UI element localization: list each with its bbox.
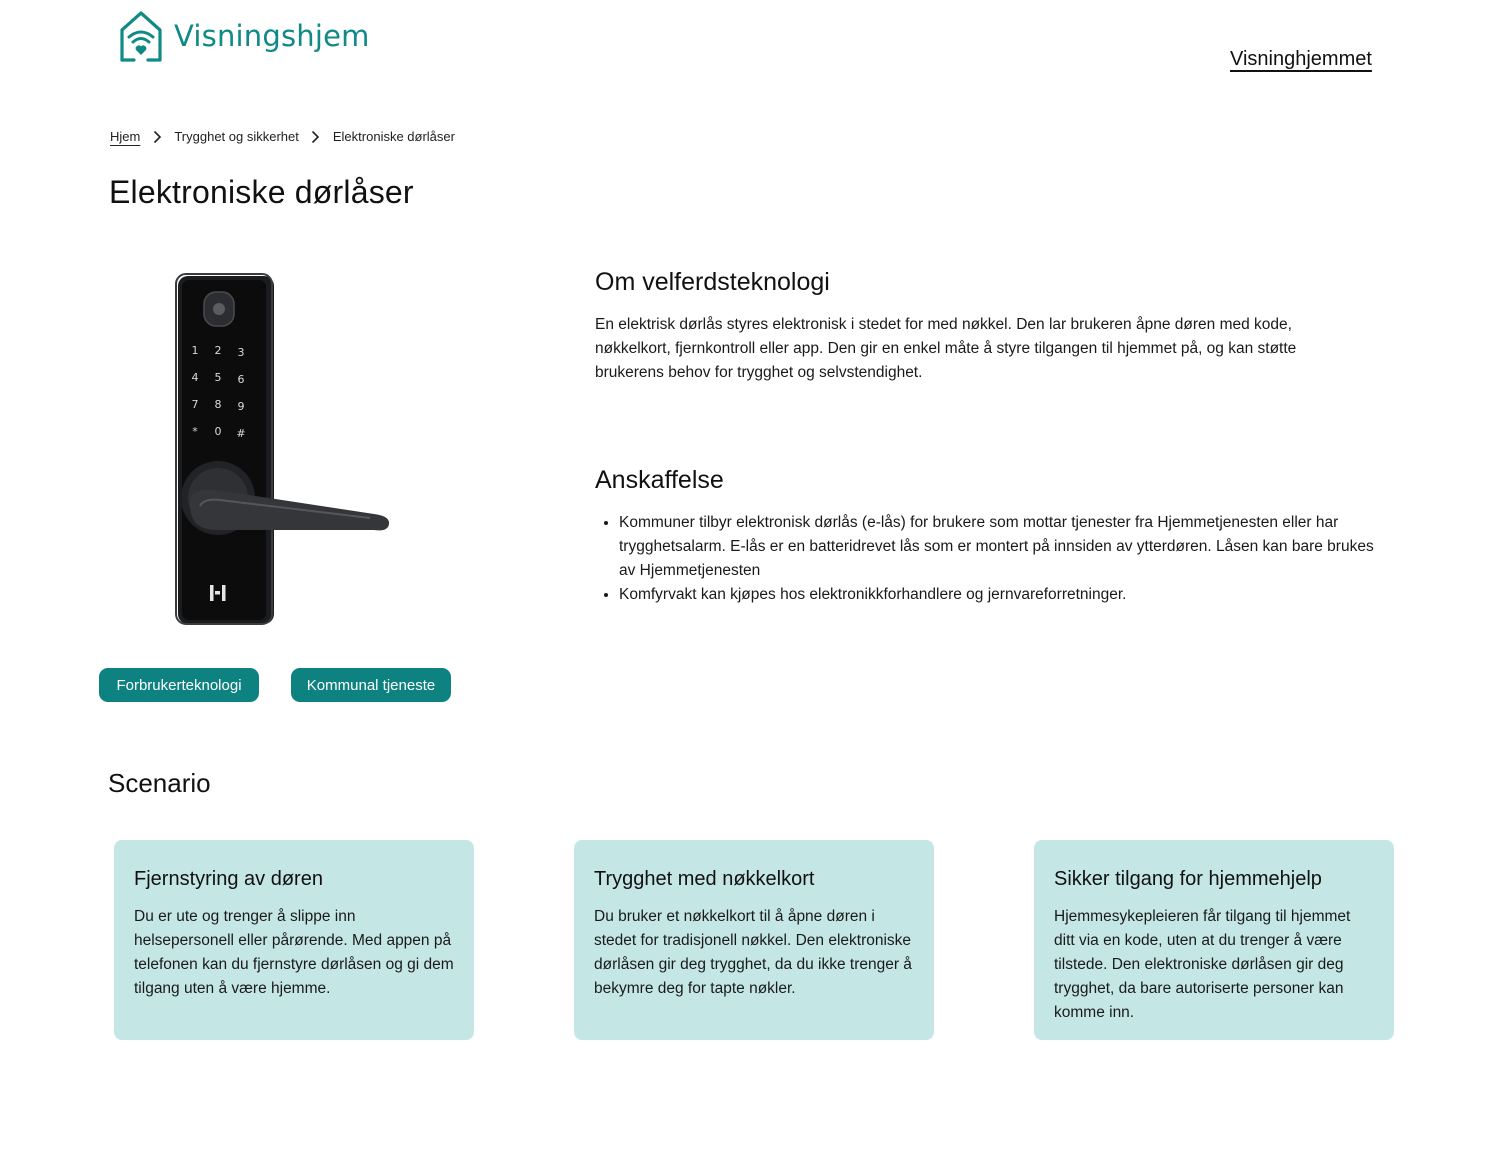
list-item: • Komfyrvakt kan kjøpes hos elektronikkforhandlere og jernvareforretninger. — [619, 583, 1375, 607]
door-lock-image — [170, 268, 400, 630]
keypad-key: 8 — [214, 398, 222, 411]
procurement-section — [595, 466, 1375, 607]
about-section — [595, 268, 1375, 385]
logo-link[interactable] — [118, 10, 370, 62]
tag-forbrukerteknologi[interactable]: Forbrukerteknologi — [99, 668, 259, 702]
page-title: Elektroniske dørlåser — [109, 174, 414, 210]
keypad-key: 4 — [191, 371, 199, 384]
keypad-key: 7 — [191, 398, 199, 411]
breadcrumb — [110, 129, 455, 144]
scenario-card-text: Du bruker et nøkkelkort til å åpne døren i stedet for tradisjonell nøkkel. Den elektroniske dørlåsen gir deg trygghet, da du ikke trenger å bekymre deg for tapte nøkler. — [594, 908, 912, 997]
tag-kommunal-tjeneste[interactable]: Kommunal tjeneste — [291, 668, 451, 702]
chevron-right-icon — [140, 130, 174, 144]
procurement-list — [595, 511, 1375, 607]
scenario-card — [574, 840, 934, 1040]
scenario-card-text: Hjemmesykepleieren får tilgang til hjemmet ditt via en kode, uten at du trenger å være tilstede. Den elektroniske dørlåsen gir deg trygghet, da bare autoriserte personer kan komme inn. — [1054, 908, 1351, 1021]
procurement-heading: Anskaffelse — [595, 466, 724, 494]
breadcrumb-category[interactable]: Trygghet og sikkerhet — [174, 129, 299, 144]
keypad-key: 1 — [191, 344, 199, 357]
breadcrumb-current: Elektroniske dørlåser — [332, 129, 455, 144]
keypad-key: 3 — [237, 346, 245, 359]
scenario-card-title: Trygghet med nøkkelkort — [594, 868, 815, 890]
keypad-key: 0 — [214, 425, 222, 438]
about-heading: Om velferdsteknologi — [595, 268, 830, 296]
keypad-key: 2 — [214, 344, 222, 357]
nav-link-visninghjemmet[interactable]: Visninghjemmet — [1230, 48, 1372, 70]
scenario-card — [1034, 840, 1394, 1040]
logo-text: Visningshjem — [174, 19, 370, 53]
list-item: • Kommuner tilbyr elektronisk dørlås (e-lås) for brukere som mottar tjenester fra Hjemmetjenesten eller har trygghetsalarm. E-lås er en batteridrevet lås som er montert på innsiden av ytterdøren. Låsen kan bare brukes av Hjemmetjenesten — [619, 511, 1375, 583]
scenario-card-text: Du er ute og trenger å slippe inn helsepersonell eller pårørende. Med appen på telefonen kan du fjernstyre dørlåsen og gi dem tilgang uten å være hjemme. — [134, 908, 454, 997]
scenario-card-title: Sikker tilgang for hjemmehjelp — [1054, 868, 1322, 890]
keypad-key: * — [192, 425, 198, 438]
about-text: En elektrisk dørlås styres elektronisk i stedet for med nøkkel. Den lar brukeren åpne døren med kode, nøkkelkort, fjernkontroll eller app. Den gir en enkel måte å styre tilgangen til hjemmet på, og kan støtte brukerens behov for trygghet og selvstendighet. — [595, 316, 1297, 381]
scenario-heading: Scenario — [108, 768, 211, 798]
scenario-card-title: Fjernstyring av døren — [134, 868, 323, 890]
house-wifi-icon — [118, 10, 164, 62]
breadcrumb-home-link[interactable]: Hjem — [110, 129, 141, 144]
scenario-card — [114, 840, 474, 1040]
keypad-key: # — [236, 427, 246, 440]
keypad-key: 5 — [214, 371, 222, 384]
chevron-right-icon — [299, 130, 333, 144]
keypad-key: 6 — [237, 373, 245, 386]
keypad-key: 9 — [237, 400, 245, 413]
